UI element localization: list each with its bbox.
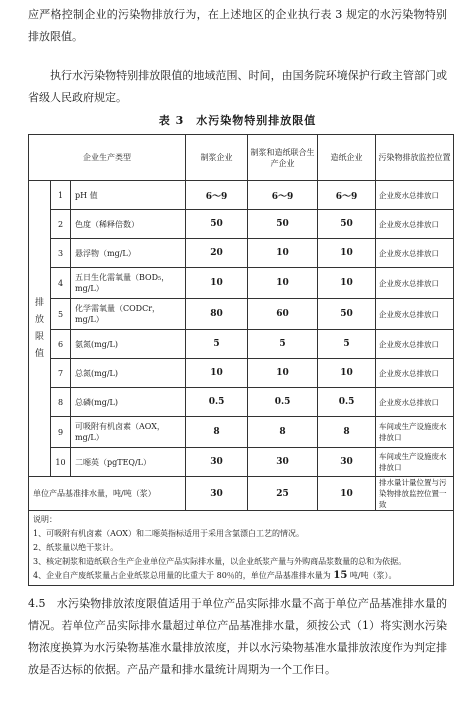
- row-item: 总磷(mg/L): [71, 388, 186, 417]
- base-monitor-location: 排水量计量位置与污染物排放监控位置一致: [376, 477, 454, 511]
- base-drainage-label: 单位产品基准排水量，吨/吨（浆）: [29, 477, 186, 511]
- row-number: 10: [51, 448, 71, 477]
- row-number: 7: [51, 359, 71, 388]
- note-4: 4、企业自产废纸浆量占企业纸浆总用量的比重大于 80％的，单位产品基准排水量为 15 吨/吨（浆）。: [33, 570, 397, 581]
- base-value-pulp: 30: [186, 477, 248, 511]
- row-number: 4: [51, 268, 71, 299]
- value-paper: 50: [318, 210, 376, 239]
- row-number: 6: [51, 330, 71, 359]
- row-item: 色度（稀释倍数）: [71, 210, 186, 239]
- table-row: [29, 181, 454, 210]
- value-pulp: 8: [186, 417, 248, 448]
- value-paper: 10: [318, 268, 376, 299]
- monitor-location: 企业废水总排放口: [376, 330, 454, 359]
- table-title: 表 3 水污染物特别排放限值: [158, 114, 317, 127]
- monitor-location: 企业废水总排放口: [376, 268, 454, 299]
- row-item: 总氮(mg/L): [71, 359, 186, 388]
- notes-heading: 说明：: [33, 515, 57, 524]
- table-row: [29, 330, 454, 359]
- row-item: 化学需氧量（CODCr，mg/L）: [71, 299, 186, 330]
- row-number: 5: [51, 299, 71, 330]
- row-item: pH 值: [71, 181, 186, 210]
- value-pulp: 6～9: [186, 181, 248, 210]
- base-value-combined: 25: [248, 477, 318, 511]
- value-combined: 10: [248, 359, 318, 388]
- side-label: 排 放 限 值: [29, 181, 51, 477]
- table-row: [29, 210, 454, 239]
- value-pulp: 20: [186, 239, 248, 268]
- value-paper: 8: [318, 417, 376, 448]
- monitor-location: 企业废水总排放口: [376, 210, 454, 239]
- value-pulp: 80: [186, 299, 248, 330]
- row-item: 悬浮物（mg/L）: [71, 239, 186, 268]
- paragraph-scope: 执行水污染物特别排放限值的地域范围、时间，由国务院环境保护行政主管部门或省级人民政府规定。: [28, 69, 447, 104]
- monitor-location: 企业废水总排放口: [376, 181, 454, 210]
- monitor-location: 企业废水总排放口: [376, 359, 454, 388]
- row-item: 可吸附有机卤素（AOX，mg/L）: [71, 417, 186, 448]
- header-pulp: 制浆企业: [186, 135, 248, 181]
- monitor-location: 企业废水总排放口: [376, 388, 454, 417]
- note-2: 2、纸浆量以绝干浆计。: [33, 543, 119, 552]
- value-combined: 10: [248, 268, 318, 299]
- monitor-location: 车间或生产设施废水排放口: [376, 448, 454, 477]
- row-item: 五日生化需氧量（BOD₅，mg/L）: [71, 268, 186, 299]
- base-drainage-row: [29, 477, 454, 511]
- value-paper: 5: [318, 330, 376, 359]
- paragraph-section-4-5: 4.5 水污染物排放浓度限值适用于单位产品实际排水量不高于单位产品基准排水量的情况。若单位产品实际排水量超过单位产品基准排水量，须按公式（1）将实测水污染物浓度换算为水污染物基准水量排放浓度，并以水污染物基准水量排放浓度作为判定排放是否达标的依据。产品产量和排水量统计周期为一个工作日。: [28, 597, 447, 676]
- value-pulp: 50: [186, 210, 248, 239]
- value-combined: 6～9: [248, 181, 318, 210]
- value-combined: 10: [248, 239, 318, 268]
- notes-row: [29, 511, 454, 586]
- table-row: [29, 268, 454, 299]
- header-monitor: 污染物排放监控位置: [376, 135, 454, 181]
- paragraph-intro: 应严格控制企业的污染物排放行为，在上述地区的企业执行表 3 规定的水污染物特别排放限值。: [28, 8, 447, 43]
- value-combined: 30: [248, 448, 318, 477]
- value-combined: 5: [248, 330, 318, 359]
- monitor-location: 车间或生产设施废水排放口: [376, 417, 454, 448]
- row-item: 二噁英（pgTEQ/L）: [71, 448, 186, 477]
- monitor-location: 企业废水总排放口: [376, 239, 454, 268]
- value-pulp: 5: [186, 330, 248, 359]
- table-row: [29, 417, 454, 448]
- table-row: [29, 359, 454, 388]
- note-1: 1、可吸附有机卤素（AOX）和二噁英指标适用于采用含氯漂白工艺的情况。: [33, 529, 304, 538]
- value-paper: 0.5: [318, 388, 376, 417]
- monitor-location: 企业废水总排放口: [376, 299, 454, 330]
- table-row: [29, 299, 454, 330]
- row-item: 氨氮(mg/L): [71, 330, 186, 359]
- table-row: [29, 239, 454, 268]
- value-pulp: 30: [186, 448, 248, 477]
- value-combined: 50: [248, 210, 318, 239]
- value-paper: 50: [318, 299, 376, 330]
- note-3: 3、核定制浆和造纸联合生产企业单位产品实际排水量，以企业纸浆产量与外购商品浆数量的总和为依据。: [33, 557, 407, 566]
- row-number: 8: [51, 388, 71, 417]
- value-pulp: 10: [186, 359, 248, 388]
- value-paper: 6～9: [318, 181, 376, 210]
- table-row: [29, 448, 454, 477]
- value-combined: 60: [248, 299, 318, 330]
- header-combined: 制浆和造纸联合生产企业: [248, 135, 318, 181]
- base-value-paper: 10: [318, 477, 376, 511]
- header-type: 企业生产类型: [29, 135, 186, 181]
- value-combined: 8: [248, 417, 318, 448]
- value-paper: 10: [318, 239, 376, 268]
- header-paper: 造纸企业: [318, 135, 376, 181]
- row-number: 1: [51, 181, 71, 210]
- value-pulp: 0.5: [186, 388, 248, 417]
- notes-cell: [29, 511, 454, 586]
- row-number: 9: [51, 417, 71, 448]
- value-combined: 0.5: [248, 388, 318, 417]
- value-paper: 30: [318, 448, 376, 477]
- table-header-row: [29, 135, 454, 181]
- table-row: [29, 388, 454, 417]
- row-number: 2: [51, 210, 71, 239]
- value-pulp: 10: [186, 268, 248, 299]
- row-number: 3: [51, 239, 71, 268]
- emission-limits-table: [28, 134, 454, 586]
- value-paper: 10: [318, 359, 376, 388]
